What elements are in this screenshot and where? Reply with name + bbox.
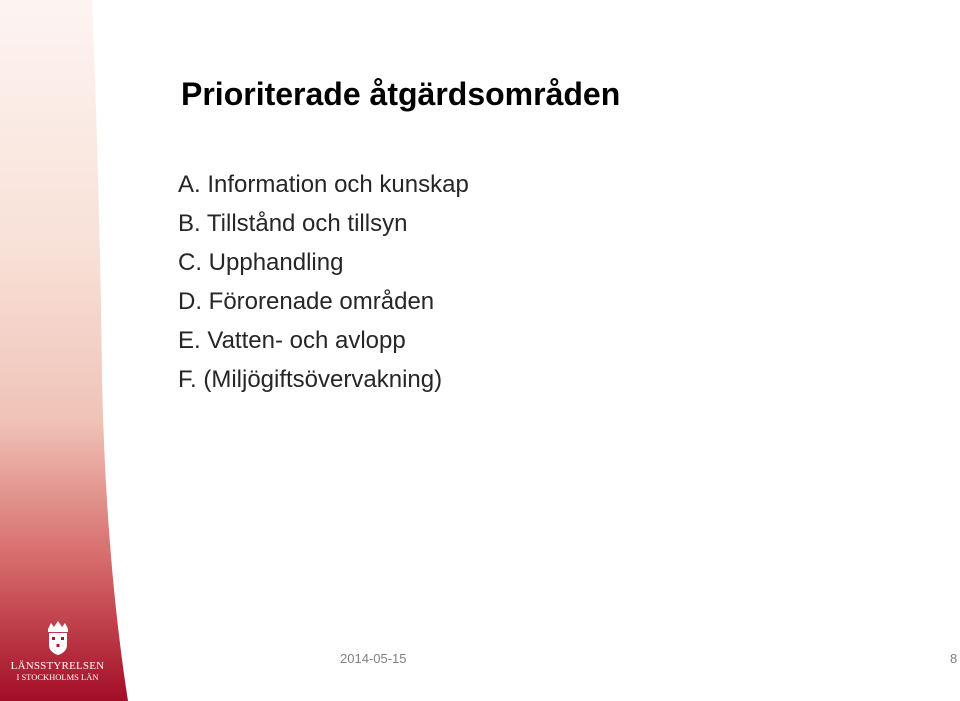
list-item: B. Tillstånd och tillsyn xyxy=(178,210,408,237)
list-item: A. Information och kunskap xyxy=(178,171,469,198)
list-item: C. Upphandling xyxy=(178,249,344,276)
page-number: 8 xyxy=(950,651,958,666)
logo-region: I STOCKHOLMS LÄN xyxy=(16,672,99,682)
list-item: F. (Miljögiftsövervakning) xyxy=(178,366,443,393)
logo-name: LÄNSSTYRELSEN xyxy=(10,660,105,672)
slide-title: Prioriterade åtgärdsområden xyxy=(181,76,621,112)
list-item: D. Förorenade områden xyxy=(178,288,435,315)
footer-date: 2014-05-15 xyxy=(340,651,407,666)
crown-shield-icon xyxy=(44,620,72,656)
priority-list xyxy=(178,169,469,403)
side-band-decoration xyxy=(0,0,140,701)
lansstyrelsen-logo xyxy=(10,620,105,683)
list-item: E. Vatten- och avlopp xyxy=(178,327,406,354)
